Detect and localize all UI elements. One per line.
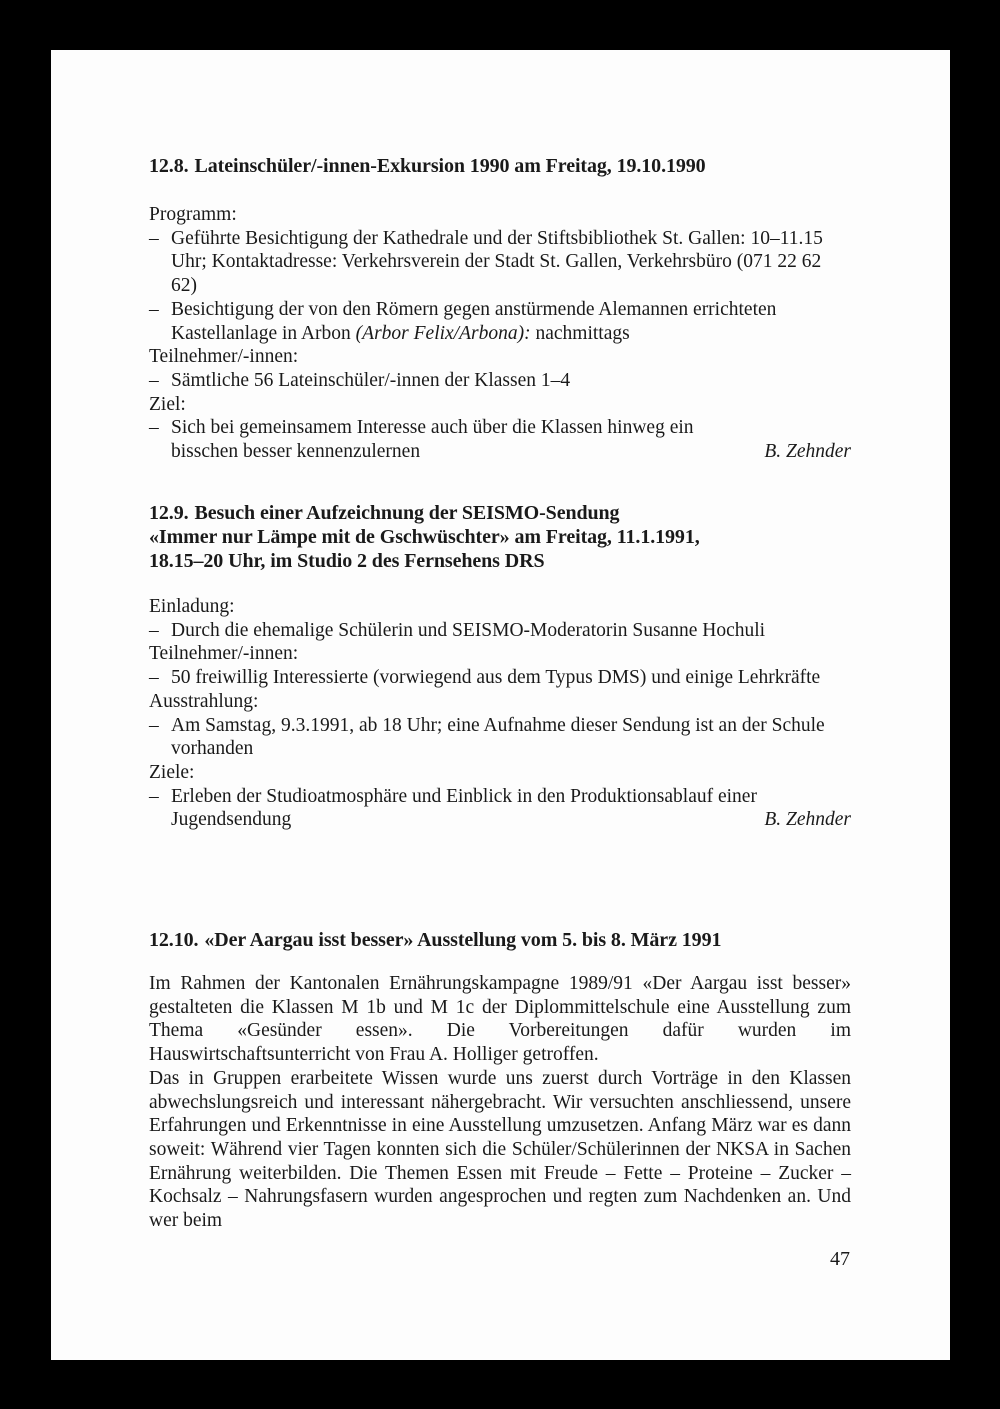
page-number: 47 [830, 1248, 850, 1270]
section-number: 12.10. [149, 929, 199, 951]
document-page [51, 50, 950, 1360]
goal-label: Ziel: [149, 393, 186, 415]
paragraph: Im Rahmen der Kantonalen Ernährungskampagne 1989/91 «Der Aargau isst besser» gestalteten die Klassen M 1b und M 1c der Diplommittelschule eine Ausstellung zum Thema «Gesünder essen». Die Vorbereitungen dafür wurden im Hauswirtschaftsunterricht von Frau A. Holliger getroffen. [149, 973, 851, 1066]
list-item: – Geführte Besichtigung der Kathedrale und der Stiftsbibliothek St. Gallen: 10–11.15 Uhr; Kontaktadresse: Verkehrsverein der Stadt St. Gallen, Verkehrsbüro (071 22 62 62) [149, 227, 823, 297]
section-12-8-body [149, 203, 851, 464]
goals-label: Ziele: [149, 761, 195, 783]
section-title-line: 18.15–20 Uhr, im Studio 2 des Fernsehens DRS [149, 550, 545, 572]
section-heading [149, 154, 851, 178]
section-number: 12.9. [149, 502, 189, 524]
participants-label: Teilnehmer/-innen: [149, 346, 299, 368]
section-heading [149, 501, 851, 573]
program-label: Programm: [149, 204, 237, 225]
author-signature: B. Zehnder [764, 441, 851, 463]
list-item: – 50 freiwillig Interessierte (vorwiegend aus dem Typus DMS) und einige Lehrkräfte [149, 667, 821, 689]
invitation-label: Einladung: [149, 596, 235, 617]
section-12-9-body [149, 595, 851, 832]
section-12-10 [149, 928, 851, 952]
participants-label: Teilnehmer/-innen: [149, 643, 299, 665]
section-number: 12.8. [149, 155, 189, 177]
list-item: – Durch die ehemalige Schülerin und SEISMO-Moderatorin Susanne Hochuli [149, 619, 766, 641]
section-title-line: «Immer nur Lämpe mit de Gschwüschter» am Freitag, 11.1.1991, [149, 526, 700, 548]
section-12-8 [149, 154, 851, 178]
list-item: – Besichtigung der von den Römern gegen anstürmende Alemannen errichteten Kastellanlage in Arbon (Arbor Felix/Arbona): nachmittags [149, 298, 777, 344]
section-title: «Der Aargau isst besser» Ausstellung vom 5. bis 8. März 1991 [204, 929, 722, 951]
section-title-line: Besuch einer Aufzeichnung der SEISMO-Sendung [194, 502, 620, 524]
section-title: Lateinschüler/-innen-Exkursion 1990 am Freitag, 19.10.1990 [194, 155, 706, 177]
broadcast-label: Ausstrahlung: [149, 690, 259, 712]
author-signature: B. Zehnder [764, 809, 851, 831]
list-item: – Sämtliche 56 Lateinschüler/-innen der Klassen 1–4 [149, 369, 571, 391]
paragraph: Das in Gruppen erarbeitete Wissen wurde uns zuerst durch Vorträge in den Klassen abwechslungsreich und interessant nähergebracht. Wir versuchten anschliessend, unsere Erfahrungen und Erkenntnisse in eine Ausstellung umzusetzen. Anfang März war es dann soweit: Während vier Tagen konnten sich die Schüler/Schülerinnen der NKSA in Sachen Ernährung weiterbilden. Die Themen Essen mit Freude – Fette – Proteine – Zucker – Kochsalz – Nahrungsfasern wurden angesprochen und regten zum Nachdenken an. Und wer beim [149, 1067, 851, 1232]
list-item: – Sich bei gemeinsamem Interesse auch über die Klassen hinweg ein bisschen besser kennenzulernen B. Zehnder [149, 417, 851, 463]
section-12-9 [149, 501, 851, 573]
list-item: – Am Samstag, 9.3.1991, ab 18 Uhr; eine Aufnahme dieser Sendung ist an der Schule vorhanden [149, 714, 825, 760]
section-heading [149, 928, 851, 952]
section-12-10-body [149, 972, 851, 1233]
list-item: – Erleben der Studioatmosphäre und Einblick in den Produktionsablauf einer Jugendsendung B. Zehnder [149, 785, 851, 831]
